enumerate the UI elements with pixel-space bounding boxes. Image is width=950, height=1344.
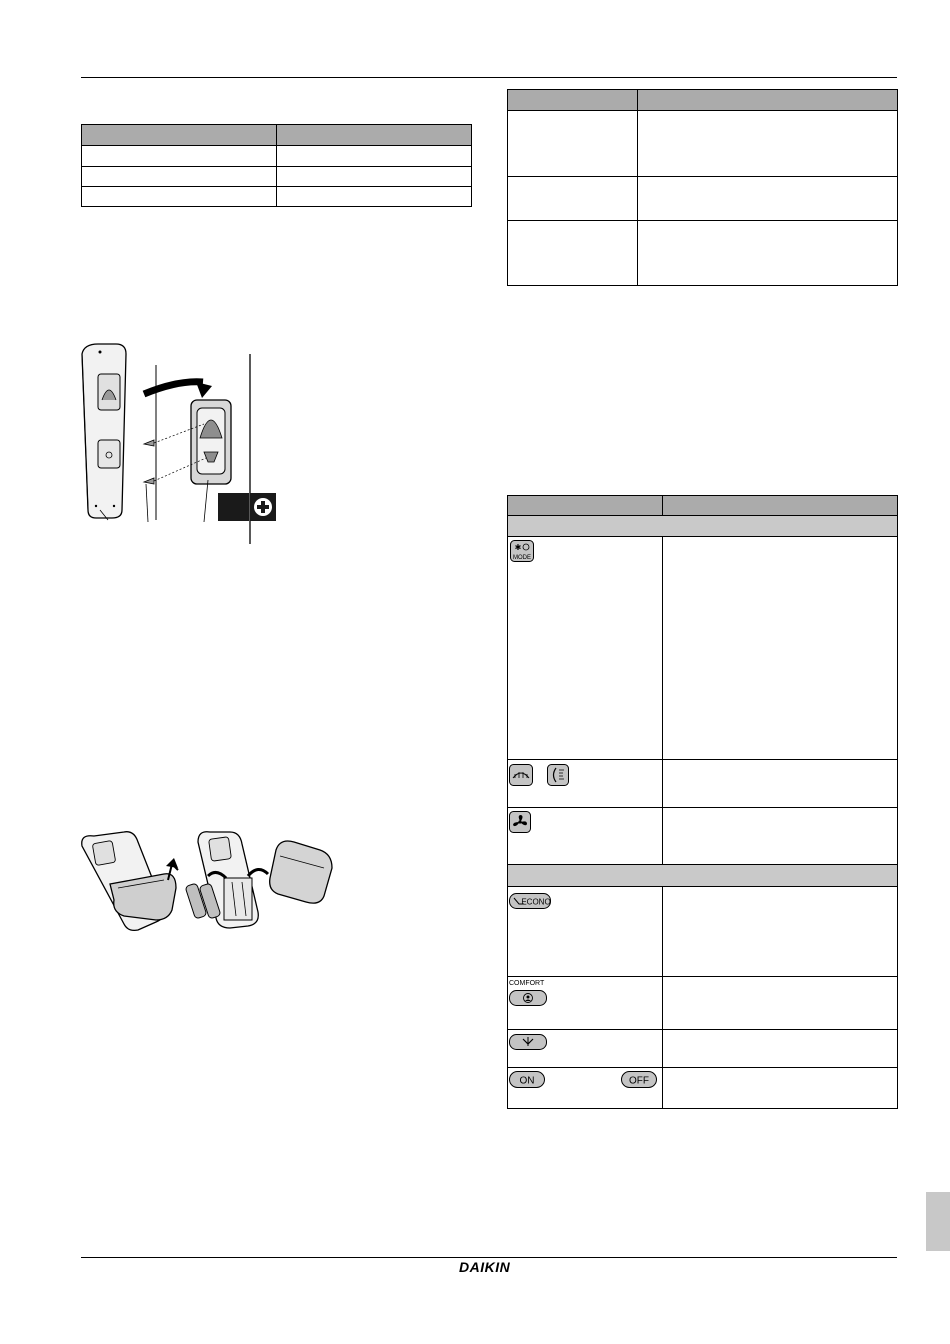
section-cell [508,516,898,537]
section-cell [508,865,898,887]
table-cell [663,887,898,977]
table-cell [663,537,898,760]
section-row [508,516,898,537]
table-row [82,167,472,187]
table-cell [638,177,898,221]
mode-icon [510,540,534,562]
table-cell [277,167,472,187]
table-cell [638,111,898,177]
table-cell [82,146,277,167]
table-row [508,887,898,977]
on-button-icon [509,1071,545,1088]
swing-horizontal-icon [509,764,533,786]
right-button-table [507,495,898,1109]
table-row [508,177,898,221]
table-cell [508,177,638,221]
table-row [508,977,898,1030]
table-row [508,1068,898,1109]
table-row [508,1030,898,1068]
comfort-icon [509,990,547,1006]
table-cell [82,167,277,187]
right-top-table [507,89,898,286]
table-header-cell [82,125,277,146]
table-cell [638,221,898,286]
table-cell [663,977,898,1030]
battery-replacement-illustration [80,828,340,933]
left-small-table [81,124,472,207]
on-label: ON [519,1075,535,1087]
mode-label: MODE [513,555,531,561]
table-cell [508,221,638,286]
table-header-cell [638,90,898,111]
table-row [508,221,898,286]
header-rule [81,77,897,78]
off-label: OFF [629,1075,649,1087]
svg-text:✱: ✱ [514,543,522,552]
table-row [82,187,472,207]
table-header-cell [508,496,663,516]
daikin-logo: DAIKIN [459,1259,511,1275]
table-header-row [508,496,898,516]
table-cell [663,1030,898,1068]
footer-rule [81,1257,897,1258]
section-row [508,865,898,887]
table-cell [663,808,898,865]
table-cell [277,187,472,207]
table-header-row [508,90,898,111]
table-row [508,111,898,177]
comfort-label: COMFORT [509,980,545,987]
remote-holder-mounting-illustration [78,340,288,545]
side-tab [926,1192,950,1251]
powerful-icon [509,1034,547,1050]
table-header-cell [277,125,472,146]
table-row [82,146,472,167]
fan-icon [509,811,531,833]
swing-vertical-icon [547,764,569,786]
table-cell [277,146,472,167]
econo-label: ECONO [521,897,551,907]
table-row [508,537,898,760]
table-row [508,808,898,865]
table-header-cell [663,496,898,516]
table-header-row [82,125,472,146]
table-cell [663,760,898,808]
off-button-icon [621,1071,657,1088]
table-cell [663,1068,898,1109]
table-header-cell [508,90,638,111]
table-cell [508,537,663,760]
table-cell [82,187,277,207]
econo-icon [509,893,551,909]
table-cell [508,111,638,177]
